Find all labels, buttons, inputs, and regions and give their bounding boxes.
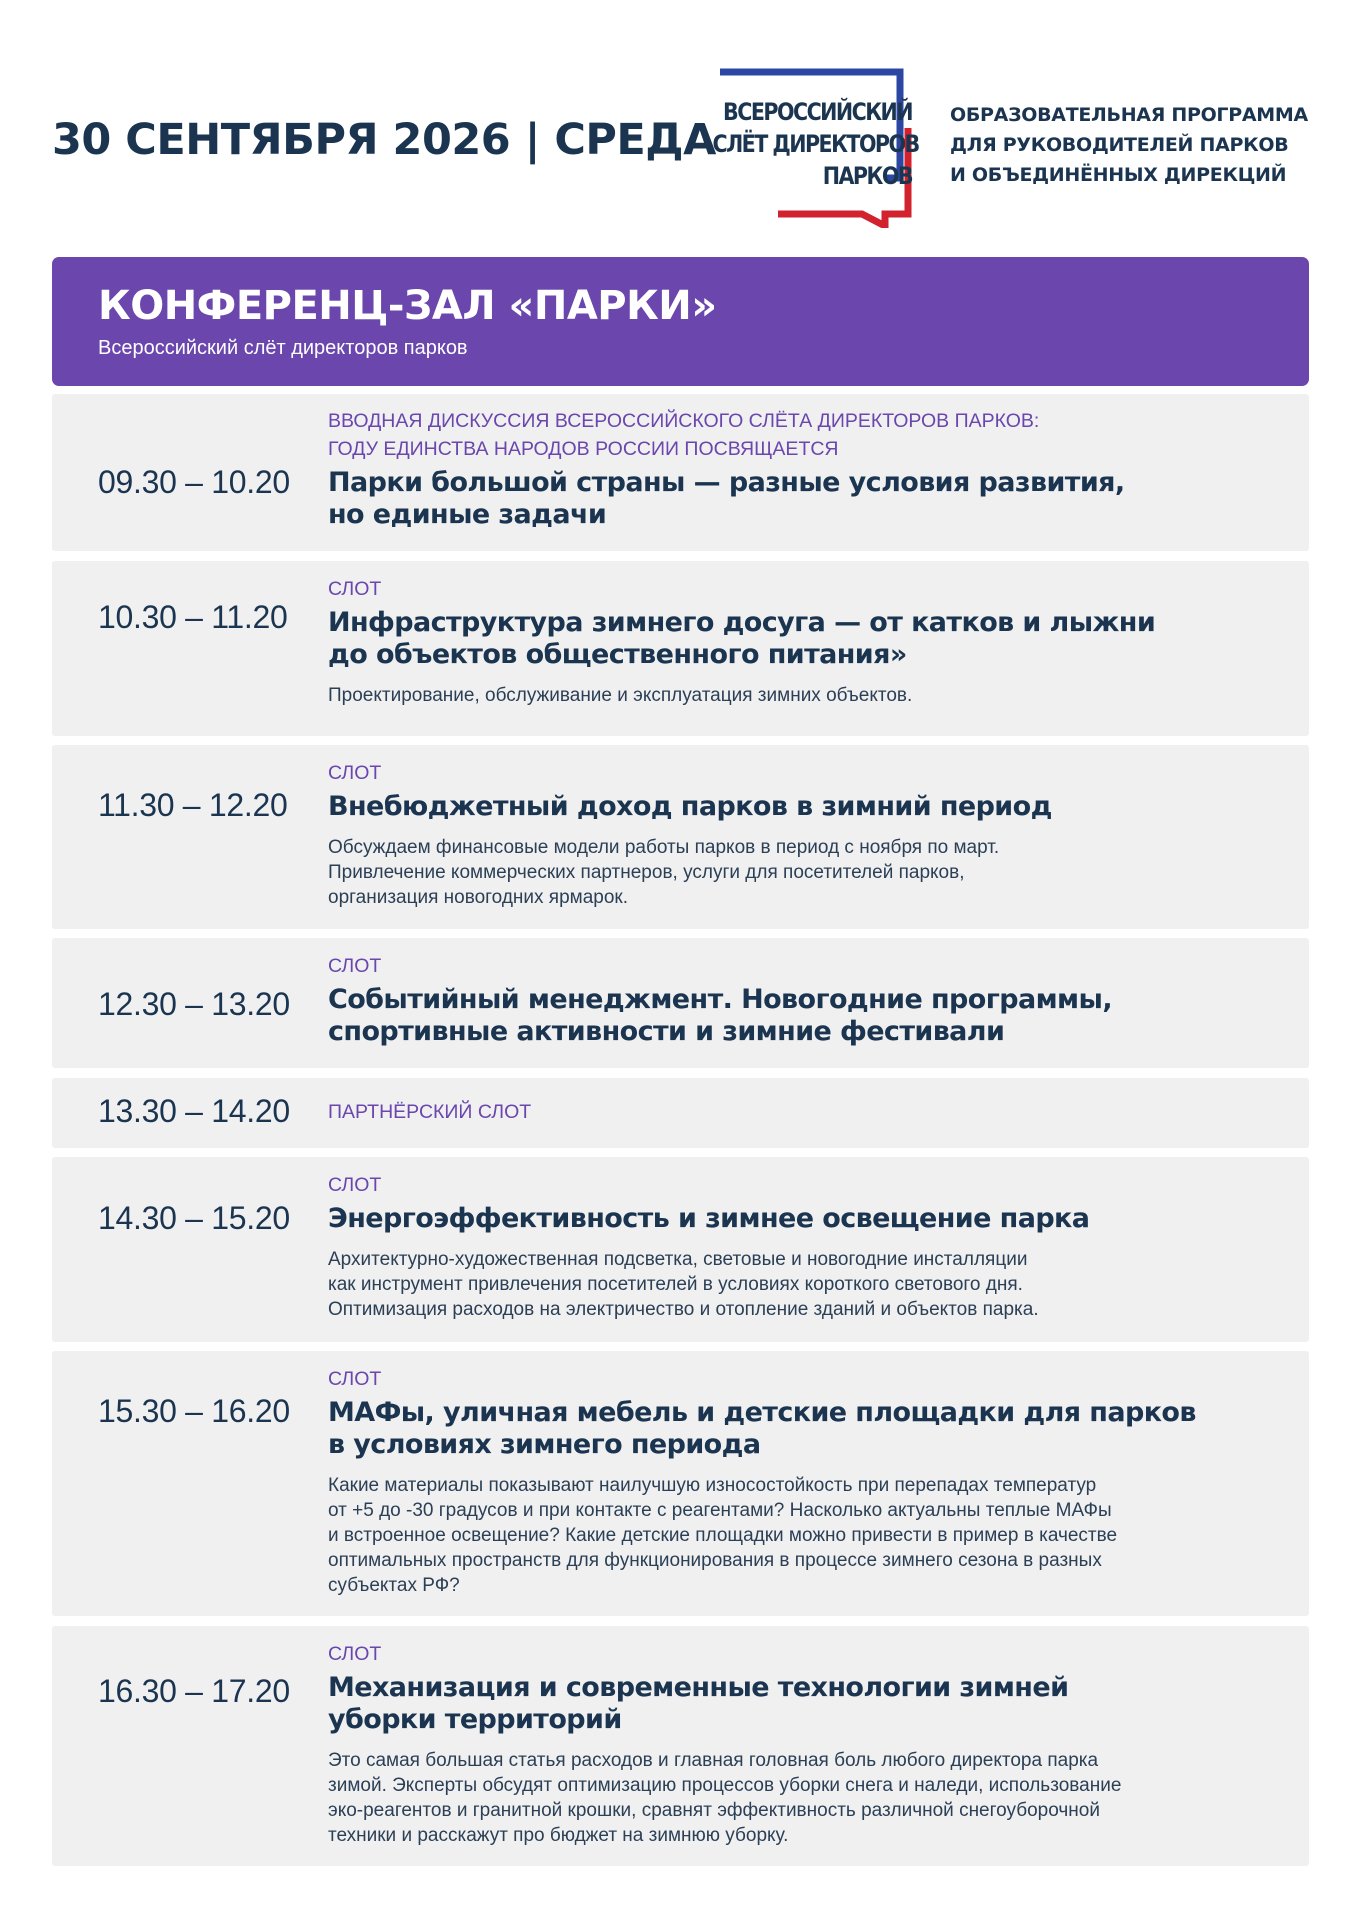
session-description-line: как инструмент привлечения посетителей в условиях короткого светового дня.: [328, 1274, 1023, 1295]
session-label-line: СЛОТ: [328, 1643, 382, 1665]
program-line: И ОБЪЕДИНЁННЫХ ДИРЕКЦИЙ: [950, 164, 1287, 186]
session-description-line: Обсуждаем финансовые модели работы парков в период с ноября по март.: [328, 837, 1000, 858]
session-content: [328, 1365, 1288, 1598]
program-line: ДЛЯ РУКОВОДИТЕЛЕЙ ПАРКОВ: [950, 134, 1289, 156]
session-time: 09.30 – 10.20: [98, 464, 290, 500]
session-title: [328, 984, 1288, 1048]
session-title-line: МАФы, уличная мебель и детские площадки для парков: [328, 1397, 1196, 1428]
session-time: 11.30 – 12.20: [98, 787, 288, 823]
session-label: [328, 1365, 1288, 1393]
session-description-line: техники и расскажут про бюджет на зимнюю уборку.: [328, 1825, 789, 1846]
hall-banner: [52, 257, 1309, 386]
session-row: [52, 1157, 1309, 1342]
session-row: [52, 745, 1309, 929]
session-row: [52, 1626, 1309, 1866]
session-title-line: Инфраструктура зимнего досуга — от катков и лыжни: [328, 607, 1156, 638]
session-title-line: в условиях зимнего периода: [328, 1429, 761, 1460]
program-description: [950, 100, 1310, 190]
session-description-line: зимой. Эксперты обсудят оптимизацию процессов уборки снега и наледи, использование: [328, 1775, 1122, 1796]
session-label-line: ГОДУ ЕДИНСТВА НАРОДОВ РОССИИ ПОСВЯЩАЕТСЯ: [328, 438, 839, 460]
session-description: [328, 1473, 1288, 1598]
session-description-line: субъектах РФ?: [328, 1575, 460, 1596]
session-description: [328, 1748, 1288, 1848]
session-row: [52, 1078, 1309, 1148]
session-title-line: но единые задачи: [328, 499, 607, 530]
session-description-line: организация новогодних ярмарок.: [328, 887, 629, 908]
session-content: [328, 575, 1288, 708]
session-description-line: и встроенное освещение? Какие детские площадки можно привести в пример в качестве: [328, 1525, 1118, 1546]
session-label: [328, 407, 1288, 463]
session-description-line: от +5 до -30 градусов и при контакте с реагентами? Насколько актуальны теплые МАФы: [328, 1500, 1112, 1521]
session-label-line: СЛОТ: [328, 1368, 382, 1390]
session-title-line: Механизация и современные технологии зимней: [328, 1672, 1069, 1703]
session-time: 15.30 – 16.20: [98, 1393, 290, 1429]
session-time: 12.30 – 13.20: [98, 986, 290, 1022]
session-label-line: СЛОТ: [328, 1174, 382, 1196]
session-title: [328, 607, 1288, 671]
session-row: [52, 938, 1309, 1068]
session-label: [328, 1098, 1288, 1126]
session-row: [52, 1351, 1309, 1616]
session-title: [328, 1672, 1288, 1736]
session-description: [328, 683, 1288, 708]
page-header: [0, 0, 1357, 255]
session-label: [328, 952, 1288, 980]
session-label-line: СЛОТ: [328, 762, 382, 784]
hall-subtitle: Всероссийский слёт директоров парков: [98, 337, 468, 359]
session-title: [328, 1203, 1288, 1235]
session-description-line: оптимальных пространств для функционирования в процессе зимнего сезона в разных: [328, 1550, 1102, 1571]
session-content: [328, 407, 1288, 531]
session-label: [328, 1640, 1288, 1668]
logo-line-2: СЛЁТ ДИРЕКТОРОВ: [712, 130, 919, 158]
hall-title: КОНФЕРЕНЦ-ЗАЛ «ПАРКИ»: [98, 283, 717, 329]
session-time: 16.30 – 17.20: [98, 1673, 290, 1709]
session-time: 10.30 – 11.20: [98, 599, 288, 635]
session-description-line: Это самая большая статья расходов и главная головная боль любого директора парка: [328, 1750, 1099, 1771]
session-row: [52, 561, 1309, 736]
session-title-line: уборки территорий: [328, 1704, 622, 1735]
logo-line-1: ВСЕРОССИЙСКИЙ: [723, 98, 912, 126]
session-title: [328, 1397, 1288, 1461]
program-line: ОБРАЗОВАТЕЛЬНАЯ ПРОГРАММА: [950, 104, 1308, 126]
session-label: [328, 1171, 1288, 1199]
session-label-line: ВВОДНАЯ ДИСКУССИЯ ВСЕРОССИЙСКОГО СЛЁТА ДИРЕКТОРОВ ПАРКОВ:: [328, 410, 1040, 432]
event-logo: [680, 68, 919, 228]
event-date: 30 СЕНТЯБРЯ 2026 | СРЕДА: [52, 115, 716, 165]
session-title: [328, 791, 1288, 823]
session-title-line: Энергоэффективность и зимнее освещение парка: [328, 1203, 1090, 1234]
session-content: [328, 759, 1288, 910]
session-time: 13.30 – 14.20: [98, 1093, 290, 1129]
session-time: 14.30 – 15.20: [98, 1200, 290, 1236]
session-description-line: Архитектурно-художественная подсветка, световые и новогодние инсталляции: [328, 1249, 1028, 1270]
session-description-line: Какие материалы показывают наилучшую износостойкость при перепадах температур: [328, 1475, 1097, 1496]
session-description: [328, 835, 1288, 910]
session-content: [328, 1098, 1288, 1126]
session-title-line: до объектов общественного питания»: [328, 639, 907, 670]
session-label-line: ПАРТНЁРСКИЙ СЛОТ: [328, 1101, 532, 1123]
session-content: [328, 1171, 1288, 1322]
session-description-line: Оптимизация расходов на электричество и отопление зданий и объектов парка.: [328, 1299, 1039, 1320]
session-content: [328, 1640, 1288, 1848]
session-description-line: Привлечение коммерческих партнеров, услуги для посетителей парков,: [328, 862, 965, 883]
session-label-line: СЛОТ: [328, 955, 382, 977]
session-label: [328, 575, 1288, 603]
session-title-line: Внебюджетный доход парков в зимний период: [328, 791, 1052, 822]
session-title-line: спортивные активности и зимние фестивали: [328, 1016, 1005, 1047]
session-label-line: СЛОТ: [328, 578, 382, 600]
session-title-line: Парки большой страны — разные условия развития,: [328, 467, 1125, 498]
session-label: [328, 759, 1288, 787]
session-row: [52, 394, 1309, 551]
session-content: [328, 952, 1288, 1048]
logo-line-3: ПАРКОВ: [822, 162, 912, 190]
session-title-line: Событийный менеджмент. Новогодние программы,: [328, 984, 1112, 1015]
session-description-line: эко-реагентов и гранитной крошки, сравнят эффективность различной снегоуборочной: [328, 1800, 1100, 1821]
session-description-line: Проектирование, обслуживание и эксплуатация зимних объектов.: [328, 685, 913, 706]
session-description: [328, 1247, 1288, 1322]
session-title: [328, 467, 1288, 531]
